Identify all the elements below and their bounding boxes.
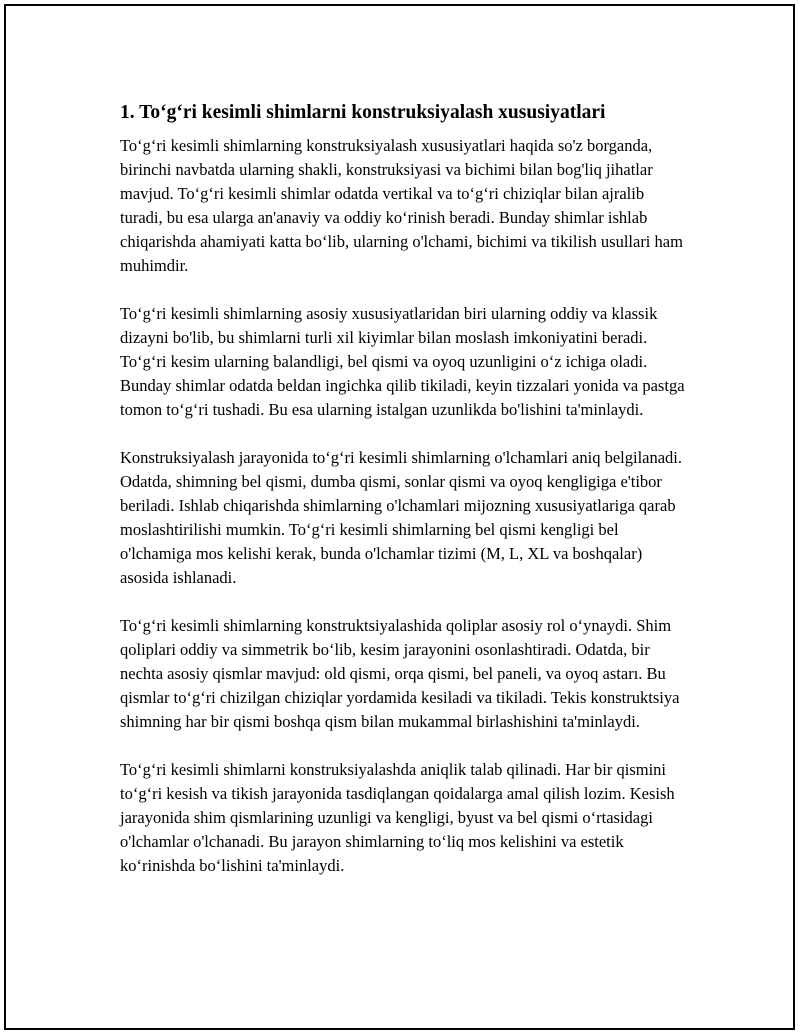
page-frame — [4, 4, 795, 1030]
paragraph: To‘g‘ri kesimli shimlarning konstruksiyalash xususiyatlari haqida so'z borganda, birinchi navbatda ularning shakli, konstruksiyasi va bichimi bilan bog'liq jihatlar mavjud. To‘g‘ri kesimli shimlar odatda vertikal va to‘g‘ri chiziqlar bilan ajralib turadi, bu esa ularga an'anaviy va oddiy ko‘rinish beradi. Bunday shimlar ishlab chiqarishda ahamiyati katta bo‘lib, ularning o'lchami, bichimi va tikilish usullari ham muhimdir. — [120, 136, 683, 275]
document-body — [120, 100, 690, 902]
paragraph: To‘g‘ri kesimli shimlarning asosiy xususiyatlaridan biri ularning oddiy va klassik dizayni bo'lib, bu shimlarni turli xil kiyimlar bilan moslash imkoniyatini beradi. To‘g‘ri kesim ularning balandligi, bel qismi va oyoq uzunligini o‘z ichiga oladi. Bunday shimlar odatda beldan ingichka qilib tikiladi, keyin tizzalari yonida va pastga tomon to‘g‘ri tushadi. Bu esa ularning istalgan uzunlikda bo'lishini ta'minlaydi. — [120, 304, 685, 419]
paragraph: To‘g‘ri kesimli shimlarning konstruktsiyalashida qoliplar asosiy rol o‘ynaydi. Shim qoliplari oddiy va simmetrik bo‘lib, kesim jarayonini osonlashtiradi. Odatda, bir nechta asosiy qismlar mavjud: old qismi, orqa qismi, bel paneli, va oyoq astarı. Bu qismlar to‘g‘ri chizilgan chiziqlar yordamida kesiladi va tikiladi. Tekis konstruktsiya shimning har bir qismi boshqa qism bilan mukammal birlashishini ta'minlaydi. — [120, 616, 680, 731]
paragraph: To‘g‘ri kesimli shimlarni konstruksiyalashda aniqlik talab qilinadi. Har bir qismini to‘g‘ri kesish va tikish jarayonida tasdiqlangan qoidalarga amal qilish lozim. Kesish jarayonida shim qismlarining uzunligi va kengligi, byust va bel qismi o‘rtasidagi o'lchamlar o'lchanadi. Bu jarayon shimlarning to‘liq mos kelishini va estetik ko‘rinishda bo‘lishini ta'minlaydi. — [120, 760, 675, 875]
paragraph: Konstruksiyalash jarayonida to‘g‘ri kesimli shimlarning o'lchamlari aniq belgilanadi. Odatda, shimning bel qismi, dumba qismi, sonlar qismi va oyoq kengligiga e'tibor beriladi. Ishlab chiqarishda shimlarning o'lchamlari mijozning xususiyatlariga qarab moslashtirilishi mumkin. To‘g‘ri kesimli shimlarning bel qismi kengligi bel o'lchamiga mos kelishi kerak, bunda o'lchamlar tizimi (M, L, XL va boshqalar) asosida ishlanadi. — [120, 448, 683, 587]
section-heading: 1. To‘g‘ri kesimli shimlarni konstruksiyalash xususiyatlari — [120, 102, 606, 123]
